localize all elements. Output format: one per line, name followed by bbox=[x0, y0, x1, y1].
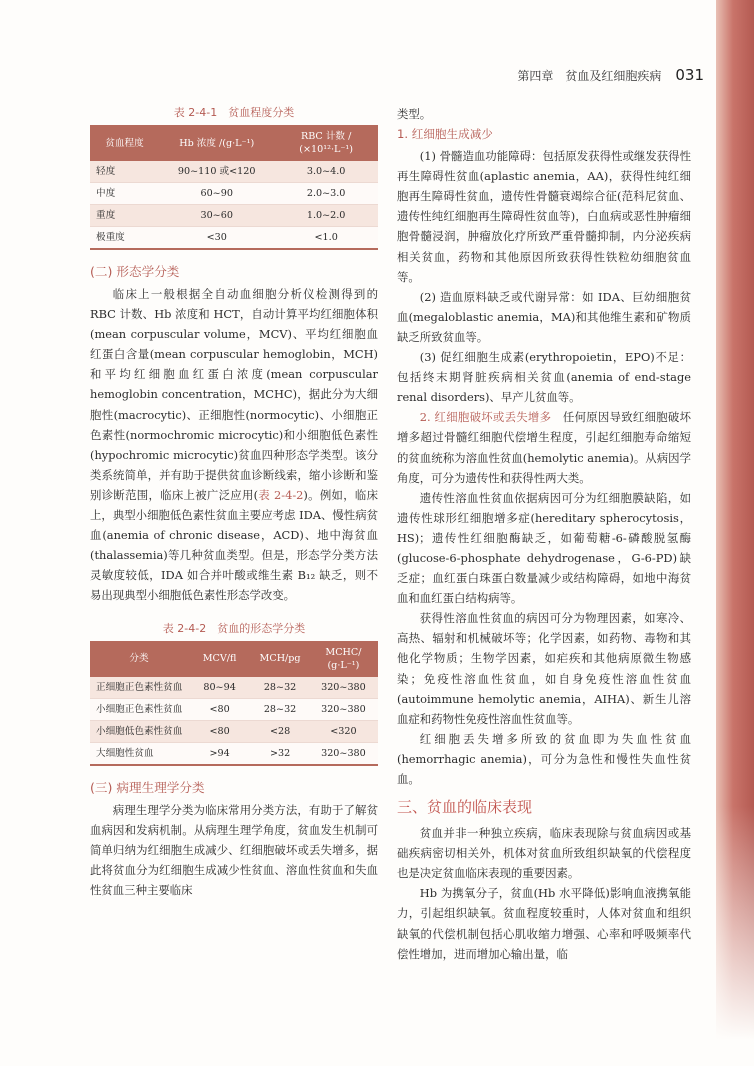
paragraph-clinical-intro: 贫血并非一种独立疾病，临床表现除与贫血病因或基础疾病密切相关外，机体对贫血所致组织缺氧的代偿程度也是决定贫血临床表现的重要因素。 bbox=[397, 826, 691, 881]
table-row bbox=[90, 720, 378, 742]
table-cell: 2.0~3.0 bbox=[274, 183, 378, 205]
table-cell: 重度 bbox=[90, 205, 159, 227]
section-heading-morphology: (二) 形态学分类 bbox=[90, 264, 180, 279]
morphology-paragraph bbox=[90, 284, 378, 606]
morphology-text: 临床上一般根据全自动血细胞分析仪检测得到的 RBC 计数、Hb 浓度和 HCT，自动计算平均红细胞体积(mean corpuscular volume，MCV)、平均红细胞血红蛋白含量(mean corpuscular hemoglobin，MCH)和平均红细胞血红蛋白浓度(mean corpuscular hemoglobin concentration，MCHC)，据此分为大细胞性(macrocytic)、正细胞性(normocytic)、小细胞正色素性(normochromic microcytic)和小细胞低色素性(hypochromic microcytic)贫血四种形态学类型。该分类系统简单，并有助于提供贫血诊断线索，缩小诊断和鉴别诊断范围，临床上被广泛应用( bbox=[90, 287, 378, 502]
table-cell: <30 bbox=[159, 227, 274, 250]
anemia-morphology-table bbox=[90, 641, 378, 766]
table-row bbox=[90, 183, 378, 205]
chapter-title: 第四章 贫血及红细胞疾病 bbox=[517, 69, 662, 83]
table-cell: 大细胞性贫血 bbox=[90, 742, 188, 765]
paragraph-marrow-failure: (1) 骨髓造血功能障碍：包括原发获得性或继发获得性再生障碍性贫血(aplastic anemia，AA)，获得性纯红细胞再生障碍性贫血，遗传性骨髓衰竭综合征(范科尼贫血、遗传性纯红细胞再生障碍性贫血等)，白血病或恶性肿瘤细胞骨髓浸润，肿瘤放化疗所致严重骨髓抑制，内分泌疾病相关贫血，药物和其他原因所致获得性铁粒幼细胞贫血等。 bbox=[397, 149, 691, 284]
table2-header-cell: MCH/pg bbox=[251, 641, 309, 677]
table-row bbox=[90, 161, 378, 183]
morphology-text-end: )。例如，临床上，典型小细胞低色素性贫血主要应考虑 IDA、慢性病贫血(anemia of chronic disease，ACD)、地中海贫血(thalassemia)等几种贫血类型。但是，形态学分类方法灵敏度较低，IDA 如合并叶酸或维生素 B₁₂ 缺乏，则不易出现典型小细胞低色素性形态学改变。 bbox=[90, 487, 378, 603]
table2-header-line: MCHC/ bbox=[325, 646, 362, 658]
paragraph-acquired: 获得性溶血性贫血的病因可分为物理因素，如寒冷、高热、辐射和机械破坏等；化学因素，如药物、毒物和其他化学物质；生物学因素，如疟疾和其他病原微生物感染；免疫性溶血性贫血，如自身免疫性溶血性贫血(autoimmune hemolytic anemia，AIHA)、新生儿溶血症和药物性免疫性溶血性贫血等。 bbox=[397, 611, 691, 726]
page-number: 031 bbox=[675, 66, 704, 84]
table2-header-cell bbox=[309, 641, 378, 677]
edge-tab-fade bbox=[716, 806, 754, 1066]
running-head bbox=[517, 66, 704, 84]
section-heading-pathophysiology: (三) 病理生理学分类 bbox=[90, 779, 205, 795]
paragraph-raw-material: (2) 造血原料缺乏或代谢异常：如 IDA、巨幼细胞贫血(megaloblastic anemia，MA)和其他维生素和矿物质缺乏所致贫血等。 bbox=[397, 289, 691, 344]
table1-header-line: (×10¹²·L⁻¹) bbox=[299, 144, 354, 155]
paragraph-hereditary: 遗传性溶血性贫血依据病因可分为红细胞膜缺陷，如遗传性球形红细胞增多症(hereditary spherocytosis，HS)；遗传性红细胞酶缺乏，如葡萄糖-6-磷酸脱氢酶(glucose-6-phosphate dehydrogenase，G-6-PD)缺乏症；血红蛋白珠蛋白数量减少或结构障碍，如地中海贫血和血红蛋白结构病等。 bbox=[397, 490, 691, 606]
table1-header-cell: 贫血程度 bbox=[90, 125, 159, 161]
continuation-text: 类型。 bbox=[397, 107, 432, 121]
paragraph-oxygen: Hb 为携氧分子，贫血(Hb 水平降低)影响血液携氧能力，引起组织缺氧。贫血程度较重时，人体对贫血和组织缺氧的代偿机制包括心肌收缩力增强、心率和呼吸频率代偿性增加，进而增加心输出量，临 bbox=[397, 886, 691, 961]
table-row bbox=[90, 698, 378, 720]
table-cell: 轻度 bbox=[90, 161, 159, 183]
subsection-heading-destruction: 2. 红细胞破坏或丢失增多 bbox=[419, 410, 552, 425]
table-row bbox=[90, 227, 378, 250]
table2-header-cell: 分类 bbox=[90, 641, 188, 677]
table-cell: 28~32 bbox=[251, 677, 309, 699]
table-cell: 小细胞低色素性贫血 bbox=[90, 720, 188, 742]
table-cell: 80~94 bbox=[188, 677, 251, 699]
table-cell: 320~380 bbox=[309, 677, 378, 699]
table2-header-row bbox=[90, 641, 378, 677]
table-cell: <320 bbox=[309, 720, 378, 742]
table-row bbox=[90, 205, 378, 227]
table-cell: 中度 bbox=[90, 183, 159, 205]
table-cell: 60~90 bbox=[159, 183, 274, 205]
table-cell: 正细胞正色素性贫血 bbox=[90, 677, 188, 699]
table-cell: >32 bbox=[251, 742, 309, 765]
paragraph-hemorrhagic: 红细胞丢失增多所致的贫血即为失血性贫血(hemorrhagic anemia)，可分为急性和慢性失血性贫血。 bbox=[397, 731, 691, 786]
pathophysiology-paragraph: 病理生理学分类为临床常用分类方法，有助于了解贫血病因和发病机制。从病理生理学角度，贫血发生机制可简单归纳为红细胞生成减少、红细胞破坏或丢失增多，据此将贫血分为红细胞生成减少性贫血、溶血性贫血和失血性贫血三种主要临床 bbox=[90, 802, 378, 897]
subsection-heading-reduced-production: 1. 红细胞生成减少 bbox=[397, 127, 493, 142]
table-cell: 28~32 bbox=[251, 698, 309, 720]
table-cell: 320~380 bbox=[309, 698, 378, 720]
table-reference-link[interactable]: 表 2-4-2 bbox=[258, 487, 304, 502]
paragraph-hemolytic bbox=[397, 407, 691, 487]
anemia-severity-table bbox=[90, 125, 378, 250]
table-cell: <1.0 bbox=[274, 227, 378, 250]
table-cell: 3.0~4.0 bbox=[274, 161, 378, 183]
table1-header-line: RBC 计数 / bbox=[300, 131, 352, 142]
table-cell: 小细胞正色素性贫血 bbox=[90, 698, 188, 720]
table2-header-cell: MCV/fl bbox=[188, 641, 251, 677]
table-cell: 极重度 bbox=[90, 227, 159, 250]
table2-header-line: (g·L⁻¹) bbox=[327, 659, 360, 671]
table1-header-cell: Hb 浓度 /(g·L⁻¹) bbox=[159, 125, 274, 161]
left-column bbox=[90, 104, 378, 900]
table-row bbox=[90, 742, 378, 765]
table1-header-row bbox=[90, 125, 378, 161]
paragraph-epo: (3) 促红细胞生成素(erythropoietin，EPO)不足：包括终末期肾脏疾病相关贫血(anemia of end-stage renal disorders)、早产儿贫血等。 bbox=[397, 350, 691, 405]
right-column bbox=[397, 104, 691, 964]
table-cell: <80 bbox=[188, 720, 251, 742]
table-cell: 1.0~2.0 bbox=[274, 205, 378, 227]
table-cell: <28 bbox=[251, 720, 309, 742]
chapter-edge-tab bbox=[716, 0, 754, 1066]
table-cell: 90~110 或<120 bbox=[159, 161, 274, 183]
table-cell: 30~60 bbox=[159, 205, 274, 227]
table1-header-cell bbox=[274, 125, 378, 161]
table-row bbox=[90, 677, 378, 699]
table2-caption: 表 2-4-2 贫血的形态学分类 bbox=[162, 621, 306, 635]
section-heading-clinical: 三、贫血的临床表现 bbox=[397, 798, 533, 817]
table1-caption: 表 2-4-1 贫血程度分类 bbox=[173, 106, 295, 119]
table-cell: <80 bbox=[188, 698, 251, 720]
table-cell: 320~380 bbox=[309, 742, 378, 765]
table-cell: >94 bbox=[188, 742, 251, 765]
hemolytic-text: 任何原因导致红细胞破坏增多超过骨髓红细胞代偿增生程度，引起红细胞寿命缩短的贫血统称为溶血性贫血(hemolytic anemia)。从病因学角度，可分为遗传性和获得性两大类。 bbox=[397, 410, 691, 485]
